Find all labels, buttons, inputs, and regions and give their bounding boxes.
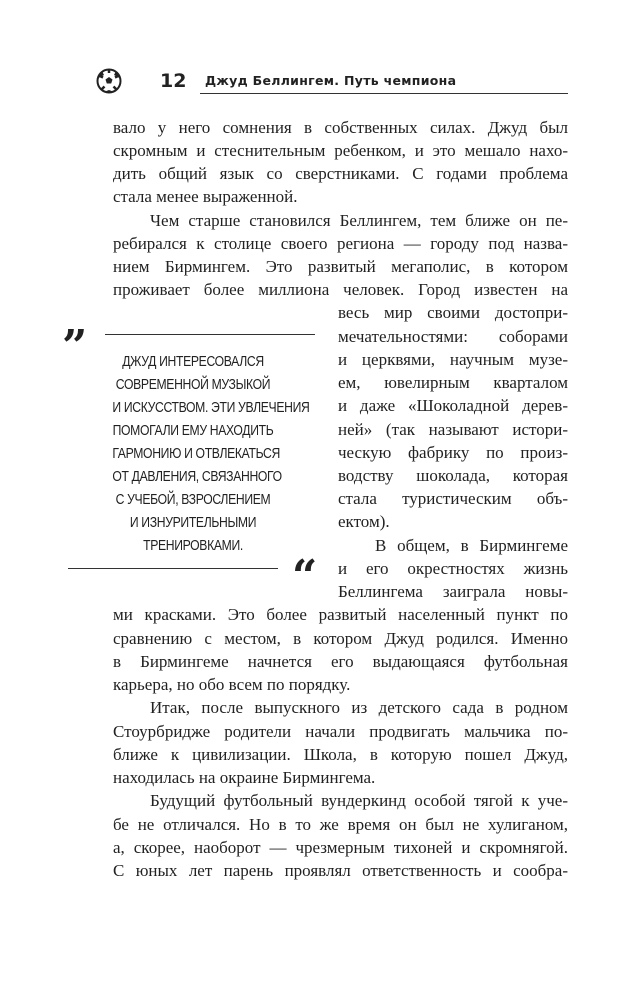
body-line: и даже «Шоколадной дерев- [338,396,568,415]
running-title: Джуд Беллингем. Путь чемпиона [205,73,457,88]
pull-quote-line: И ИЗНУРИТЕЛЬНЫМИ [129,515,257,531]
body-line: дить общий язык со сверстниками. С годами проблема [113,164,568,183]
body-line: Беллингема заиграла новы- [338,582,568,601]
pull-quote-bottom-rule [68,568,278,569]
pull-quote-line: С УЧЕБОЙ, ВЗРОСЛЕНИЕМ [115,492,271,508]
body-line: ней» (так называют истори- [338,420,568,439]
body-line: а, скорее, наоборот — чрезмерным тихоней и скромнягой. [113,838,568,857]
body-line: ектом). [338,512,390,531]
body-line: находилась на окраине Бирмингема. [113,768,376,787]
body-line: и его окрестностях жизнь [338,559,568,578]
pull-quote-line: ТРЕНИРОВКАМИ. [143,538,243,554]
body-line: мечательностями: соборами [338,327,568,346]
body-line: скромным и стеснительным ребенком, и это мешало нахо- [113,141,568,160]
body-line: Будущий футбольный вундеркинд особой тягой к уче- [150,791,568,810]
close-quote-mark: “ [292,551,318,602]
body-line: карьера, но обо всем по порядку. [113,675,351,694]
body-line: ем, ювелирным кварталом [338,373,568,392]
body-line: Итак, после выпускного из детского сада в родном [150,698,568,717]
body-line: весь мир своими достопри- [338,303,568,322]
body-line: стала менее выраженной. [113,187,298,206]
body-line: нием Бирмингем. Это развитый мегаполис, в котором [113,257,568,276]
header-rule [200,93,568,94]
page-number: 12 [160,70,187,92]
pull-quote-line: СОВРЕМЕННОЙ МУЗЫКОЙ [115,377,271,393]
body-line: Чем старше становился Беллингем, тем ближе он пе- [150,211,568,230]
pull-quote-line: И ИСКУССТВОМ. ЭТИ УВЛЕЧЕНИЯ [112,400,310,416]
body-line: В общем, в Бирмингеме [375,536,568,555]
body-line: водству шоколада, которая [338,466,568,485]
body-line: Стоурбридже родители начали продвигать мальчика по- [113,722,568,741]
body-line: ческую фабрику по произ- [338,443,568,462]
pull-quote-line: ДЖУД ИНТЕРЕСОВАЛСЯ [122,354,264,370]
body-line: ближе к цивилизации. Школа, в которую пошел Джуд, [113,745,568,764]
body-line: сравнению с местом, в котором Джуд родился. Именно [113,629,568,648]
body-line: ми красками. Это более развитый населенный пункт по [113,605,568,624]
body-line: в Бирмингеме начнется его выдающаяся футбольная [113,652,568,671]
open-quote-mark: ” [62,321,88,372]
body-line: проживает более миллиона человек. Город известен на [113,280,568,299]
pull-quote-line: ПОМОГАЛИ ЕМУ НАХОДИТЬ [112,423,274,439]
body-line: вало у него сомнения в собственных силах. Джуд был [113,118,568,137]
soccer-ball-icon [96,68,122,94]
body-line: ребирался к столице своего региона — городу под назва- [113,234,568,253]
pull-quote-top-rule [105,334,315,335]
body-line: и церквями, научным музе- [338,350,568,369]
pull-quote-line: ОТ ДАВЛЕНИЯ, СВЯЗАННОГО [112,469,282,485]
body-line: бе не отличался. Но в то же время он был не хулиганом, [113,815,568,834]
body-line: С юных лет парень проявлял ответственность и сообра- [113,861,568,880]
body-line: стала туристическим объ- [338,489,568,508]
pull-quote-line: ГАРМОНИЮ И ОТВЛЕКАТЬСЯ [112,446,280,462]
